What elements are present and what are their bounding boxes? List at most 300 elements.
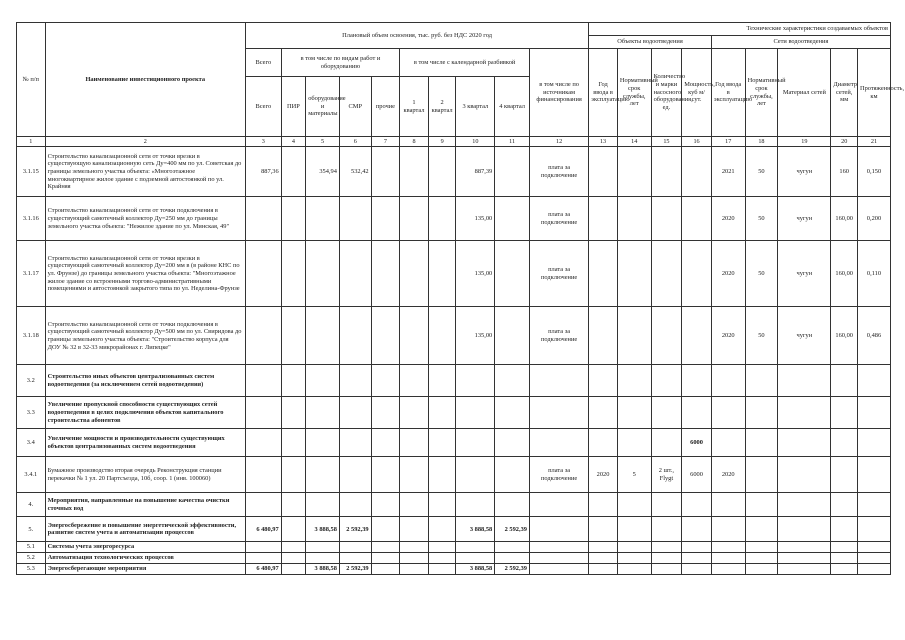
tech-cell <box>651 542 682 553</box>
tech-cell <box>682 563 712 574</box>
amount-cell <box>339 397 371 429</box>
tech-cell <box>589 429 618 457</box>
amount-cell <box>281 397 306 429</box>
amount-cell <box>306 241 340 307</box>
amount-cell: 6 480,97 <box>245 517 281 542</box>
amount-cell <box>306 365 340 397</box>
tech-cell <box>831 563 858 574</box>
tech-cell: 50 <box>745 241 778 307</box>
tech-cell <box>711 429 745 457</box>
tech-cell <box>682 307 712 365</box>
tech-cell <box>682 397 712 429</box>
tech-cell: 50 <box>745 197 778 241</box>
tech-cell <box>711 397 745 429</box>
project-name: Увеличение пропускной способности существующих сетей водоотведения в целях подключения объектов капитального строительства абонентов <box>45 397 245 429</box>
amount-cell <box>281 553 306 564</box>
tech-cell <box>745 365 778 397</box>
amount-cell <box>400 493 429 517</box>
amount-cell <box>400 397 429 429</box>
tech-cell <box>617 241 651 307</box>
header-smr: СМР <box>339 77 371 137</box>
tech-cell <box>589 542 618 553</box>
amount-cell <box>428 197 456 241</box>
header-by-works: в том числе по видам работ и оборудованию <box>281 49 400 77</box>
tech-cell: 6000 <box>682 429 712 457</box>
row-number: 3.1.17 <box>17 241 46 307</box>
column-number: 8 <box>400 137 429 147</box>
tech-cell <box>831 493 858 517</box>
table-row <box>17 197 891 241</box>
tech-cell <box>857 429 890 457</box>
amount-cell: 887,39 <box>456 147 495 197</box>
tech-cell: 6000 <box>682 457 712 493</box>
amount-cell: 135,00 <box>456 197 495 241</box>
tech-cell <box>831 429 858 457</box>
amount-cell <box>281 457 306 493</box>
tech-cell <box>617 517 651 542</box>
tech-cell <box>589 397 618 429</box>
amount-cell <box>400 307 429 365</box>
tech-cell <box>857 397 890 429</box>
tech-cell <box>617 429 651 457</box>
header-other: прочие <box>371 77 400 137</box>
row-number: 5.3 <box>17 563 46 574</box>
tech-cell <box>831 553 858 564</box>
amount-cell <box>495 241 530 307</box>
tech-cell: 0,486 <box>857 307 890 365</box>
tech-cell: чугун <box>778 241 831 307</box>
amount-cell <box>371 563 400 574</box>
column-number: 19 <box>778 137 831 147</box>
column-number: 4 <box>281 137 306 147</box>
tech-cell <box>745 397 778 429</box>
tech-cell: 0,110 <box>857 241 890 307</box>
table-row <box>17 147 891 197</box>
table-row <box>17 397 891 429</box>
header-q4: 4 квартал <box>495 77 530 137</box>
amount-cell <box>371 553 400 564</box>
amount-cell <box>400 365 429 397</box>
amount-cell <box>371 307 400 365</box>
tech-cell: чугун <box>778 307 831 365</box>
amount-cell <box>428 553 456 564</box>
row-number: 3.1.18 <box>17 307 46 365</box>
amount-cell: 3 888,58 <box>306 517 340 542</box>
tech-cell <box>857 563 890 574</box>
amount-cell <box>371 493 400 517</box>
amount-cell <box>306 553 340 564</box>
tech-cell <box>682 241 712 307</box>
amount-cell <box>371 457 400 493</box>
tech-cell <box>617 307 651 365</box>
tech-cell <box>617 493 651 517</box>
amount-cell <box>339 197 371 241</box>
tech-cell <box>617 397 651 429</box>
tech-cell <box>711 553 745 564</box>
amount-cell <box>428 147 456 197</box>
amount-cell <box>281 429 306 457</box>
amount-cell <box>371 197 400 241</box>
tech-cell: 2020 <box>711 307 745 365</box>
amount-cell <box>456 365 495 397</box>
amount-cell: 3 888,58 <box>306 563 340 574</box>
amount-cell <box>495 147 530 197</box>
amount-cell <box>339 542 371 553</box>
project-name: Автоматизация технологических процессов <box>45 553 245 564</box>
amount-cell: 887,36 <box>245 147 281 197</box>
column-number: 14 <box>617 137 651 147</box>
tech-cell: 2020 <box>711 197 745 241</box>
project-name: Увеличение мощности и производительности существующих объектов централизованных систем водоотведения <box>45 429 245 457</box>
row-number: 4. <box>17 493 46 517</box>
amount-cell <box>306 397 340 429</box>
amount-cell <box>495 197 530 241</box>
amount-cell <box>400 517 429 542</box>
column-number: 12 <box>529 137 588 147</box>
amount-cell <box>495 429 530 457</box>
project-name: Строительство канализационной сети от точки подключения в существующий самотечный коллектор Ду=250 мм до границы земельного участка объекта: "Нежилое здание по ул. Минская, 49" <box>45 197 245 241</box>
row-number: 3.2 <box>17 365 46 397</box>
tech-cell: 50 <box>745 307 778 365</box>
amount-cell <box>281 365 306 397</box>
amount-cell <box>371 397 400 429</box>
column-number: 17 <box>711 137 745 147</box>
header-q3: 3 квартал <box>456 77 495 137</box>
header-total: Всего <box>245 49 281 77</box>
tech-cell: плата за подключение <box>529 457 588 493</box>
amount-cell <box>281 197 306 241</box>
amount-cell <box>400 542 429 553</box>
header-objects-group: Объекты водоотведения <box>589 36 712 49</box>
amount-cell <box>281 307 306 365</box>
column-number: 5 <box>306 137 340 147</box>
amount-cell <box>456 542 495 553</box>
tech-cell <box>778 553 831 564</box>
tech-cell <box>682 365 712 397</box>
amount-cell <box>281 542 306 553</box>
tech-cell: плата за подключение <box>529 197 588 241</box>
amount-cell <box>495 457 530 493</box>
amount-cell <box>400 563 429 574</box>
amount-cell <box>428 457 456 493</box>
tech-cell <box>711 365 745 397</box>
amount-cell <box>245 197 281 241</box>
header-obj-year: Год ввода в эксплуатацию <box>589 49 618 137</box>
amount-cell: 2 592,39 <box>495 563 530 574</box>
amount-cell <box>456 457 495 493</box>
amount-cell: 3 888,58 <box>456 517 495 542</box>
tech-cell <box>589 563 618 574</box>
tech-cell <box>651 365 682 397</box>
tech-cell <box>589 147 618 197</box>
tech-cell <box>651 397 682 429</box>
tech-cell <box>529 517 588 542</box>
amount-cell <box>245 307 281 365</box>
header-obj-norm: Нормативный срок службы, лет <box>617 49 651 137</box>
amount-cell <box>245 241 281 307</box>
amount-cell <box>245 429 281 457</box>
tech-cell <box>778 365 831 397</box>
amount-cell <box>456 553 495 564</box>
tech-cell <box>651 563 682 574</box>
header-obj-power: Мощность, куб м/сут. <box>682 49 712 137</box>
tech-cell: чугун <box>778 197 831 241</box>
tech-cell: 2 шт., Flygt <box>651 457 682 493</box>
amount-cell <box>339 307 371 365</box>
tech-cell: плата за подключение <box>529 241 588 307</box>
tech-cell <box>529 429 588 457</box>
tech-cell <box>529 365 588 397</box>
tech-cell <box>778 397 831 429</box>
tech-cell: 2020 <box>711 457 745 493</box>
tech-cell <box>529 397 588 429</box>
amount-cell <box>495 493 530 517</box>
amount-cell <box>245 365 281 397</box>
amount-cell <box>371 241 400 307</box>
header-name: Наименование инвестиционного проекта <box>45 23 245 137</box>
tech-cell: 0,150 <box>857 147 890 197</box>
header-q2: 2 квартал <box>428 77 456 137</box>
tech-cell <box>711 542 745 553</box>
amount-cell <box>428 307 456 365</box>
amount-cell: 3 888,58 <box>456 563 495 574</box>
header-total-2: Всего <box>245 77 281 137</box>
amount-cell: 2 592,39 <box>339 517 371 542</box>
amount-cell <box>371 147 400 197</box>
column-number: 18 <box>745 137 778 147</box>
amount-cell <box>428 493 456 517</box>
tech-cell <box>831 457 858 493</box>
header-tech-group: Технические характеристики создаваемых объектов <box>589 23 891 36</box>
project-name: Бумажное производство вторая очередь Реконструкция станции перекачки № 1 ул. 20 Партсъезда, 10б, соор. 1 (инв. 100060) <box>45 457 245 493</box>
column-number: 15 <box>651 137 682 147</box>
amount-cell <box>400 429 429 457</box>
tech-cell <box>857 365 890 397</box>
tech-cell <box>711 493 745 517</box>
column-number: 3 <box>245 137 281 147</box>
header-networks-group: Сети водоотведения <box>711 36 890 49</box>
amount-cell: 135,00 <box>456 307 495 365</box>
tech-cell <box>857 517 890 542</box>
amount-cell <box>339 457 371 493</box>
project-name: Мероприятия, направленные на повышение качества очистки сточных вод <box>45 493 245 517</box>
tech-cell <box>778 493 831 517</box>
amount-cell <box>495 307 530 365</box>
tech-cell: 160,00 <box>831 241 858 307</box>
amount-cell <box>428 397 456 429</box>
amount-cell <box>281 241 306 307</box>
table-row <box>17 493 891 517</box>
amount-cell <box>339 365 371 397</box>
column-number: 1 <box>17 137 46 147</box>
table-row <box>17 429 891 457</box>
column-number: 9 <box>428 137 456 147</box>
amount-cell <box>371 365 400 397</box>
tech-cell <box>617 563 651 574</box>
tech-cell <box>711 517 745 542</box>
tech-cell <box>589 241 618 307</box>
tech-cell <box>651 147 682 197</box>
tech-cell <box>682 493 712 517</box>
header-obj-count: Количество и марки насосного оборудования, ед. <box>651 49 682 137</box>
column-number: 13 <box>589 137 618 147</box>
tech-cell <box>682 517 712 542</box>
project-name: Энергосбережение и повышение энергетической эффективности, развитие систем учета и автоматизации процессов <box>45 517 245 542</box>
project-name: Строительство канализационной сети от точки подключения в существующий самотечный коллектор Ду=500 мм по ул. Свиридова до границы земельного участка объекта: "Строительство корпуса для ДОУ № 32 в 32-33 микрорайонах г. Липецке" <box>45 307 245 365</box>
tech-cell <box>857 542 890 553</box>
column-numbers-row <box>17 137 891 147</box>
tech-cell <box>745 542 778 553</box>
tech-cell <box>617 553 651 564</box>
tech-cell <box>682 197 712 241</box>
header-net-year: Год ввода в эксплуатацию <box>711 49 745 137</box>
tech-cell <box>778 542 831 553</box>
tech-cell <box>745 517 778 542</box>
tech-cell <box>857 493 890 517</box>
amount-cell: 2 592,39 <box>339 563 371 574</box>
amount-cell: 6 480,97 <box>245 563 281 574</box>
amount-cell <box>339 553 371 564</box>
amount-cell: 354,94 <box>306 147 340 197</box>
amount-cell <box>339 241 371 307</box>
amount-cell <box>306 429 340 457</box>
tech-cell: плата за подключение <box>529 147 588 197</box>
tech-cell <box>529 553 588 564</box>
column-number: 2 <box>45 137 245 147</box>
amount-cell <box>339 493 371 517</box>
tech-cell <box>589 493 618 517</box>
tech-cell <box>617 147 651 197</box>
amount-cell <box>306 307 340 365</box>
amount-cell: 532,42 <box>339 147 371 197</box>
header-net-diam: Диаметр сетей, мм <box>831 49 858 137</box>
header-net-length: Протяженность, км <box>857 49 890 137</box>
project-name: Системы учета энергоресурса <box>45 542 245 553</box>
tech-cell <box>617 542 651 553</box>
tech-cell <box>745 493 778 517</box>
tech-cell <box>651 429 682 457</box>
table-row <box>17 517 891 542</box>
tech-cell <box>682 542 712 553</box>
amount-cell <box>306 542 340 553</box>
header-net-norm: Нормативный срок службы, лет <box>745 49 778 137</box>
tech-cell <box>682 147 712 197</box>
amount-cell <box>245 542 281 553</box>
tech-cell <box>651 241 682 307</box>
table-row <box>17 563 891 574</box>
column-number: 6 <box>339 137 371 147</box>
amount-cell <box>339 429 371 457</box>
amount-cell <box>400 553 429 564</box>
amount-cell <box>495 397 530 429</box>
amount-cell <box>400 147 429 197</box>
tech-cell <box>778 457 831 493</box>
header-from-sources: в том числе по источникам финансирования <box>529 49 588 137</box>
table-row <box>17 457 891 493</box>
tech-cell <box>831 542 858 553</box>
tech-cell <box>529 542 588 553</box>
header-net-material: Материал сетей <box>778 49 831 137</box>
column-number: 20 <box>831 137 858 147</box>
project-name: Строительство канализационной сети от точки врезки в существующую канализационную сеть Ду=400 мм по ул. Советская до границы земельного участка объекта: «Многоэтажное многоквартирное жилое здание с подземной автостоянкой по ул. Крайняя <box>45 147 245 197</box>
amount-cell <box>245 493 281 517</box>
tech-cell <box>745 563 778 574</box>
tech-cell: 2021 <box>711 147 745 197</box>
amount-cell: 135,00 <box>456 241 495 307</box>
tech-cell <box>651 493 682 517</box>
tech-cell: чугун <box>778 147 831 197</box>
tech-cell <box>589 553 618 564</box>
tech-cell <box>651 197 682 241</box>
tech-cell <box>831 517 858 542</box>
tech-cell <box>831 365 858 397</box>
tech-cell <box>831 397 858 429</box>
amount-cell <box>306 457 340 493</box>
amount-cell <box>400 197 429 241</box>
column-number: 11 <box>495 137 530 147</box>
header-plan-group: Плановый объем освоения, тыс. руб. без НДС 2020 год <box>245 23 588 49</box>
header-no: № п/п <box>17 23 46 137</box>
amount-cell <box>245 397 281 429</box>
tech-cell <box>529 563 588 574</box>
project-name: Строительство канализационной сети от точки врезки в существующий самотечный коллектор Ду=200 мм в (в районе КНС по ул. Фрунзе) до границы земельного участка объекта: "Многоэтажное жилое здание со встроенными торгово-административными помещениями и автостоянкой закрытого типа по ул. Неделина-Фрунзе <box>45 241 245 307</box>
tech-cell <box>778 563 831 574</box>
amount-cell <box>306 197 340 241</box>
amount-cell: 2 592,39 <box>495 517 530 542</box>
tech-cell <box>682 553 712 564</box>
header-q1: 1 квартал <box>400 77 429 137</box>
tech-cell <box>529 493 588 517</box>
amount-cell <box>400 241 429 307</box>
amount-cell <box>495 553 530 564</box>
tech-cell: 2020 <box>589 457 618 493</box>
tech-cell: плата за подключение <box>529 307 588 365</box>
row-number: 5.2 <box>17 553 46 564</box>
amount-cell <box>428 429 456 457</box>
table-row <box>17 365 891 397</box>
tech-cell <box>778 517 831 542</box>
amount-cell <box>245 457 281 493</box>
column-number: 10 <box>456 137 495 147</box>
tech-cell: 160,00 <box>831 307 858 365</box>
table-row <box>17 542 891 553</box>
row-number: 3.4.1 <box>17 457 46 493</box>
tech-cell: 160,00 <box>831 197 858 241</box>
column-number: 21 <box>857 137 890 147</box>
tech-cell: 0,200 <box>857 197 890 241</box>
row-number: 3.1.16 <box>17 197 46 241</box>
tech-cell <box>857 553 890 564</box>
amount-cell <box>495 542 530 553</box>
tech-cell: 160 <box>831 147 858 197</box>
amount-cell <box>428 365 456 397</box>
amount-cell <box>306 493 340 517</box>
tech-cell <box>589 307 618 365</box>
amount-cell <box>456 397 495 429</box>
row-number: 3.1.15 <box>17 147 46 197</box>
amount-cell <box>281 517 306 542</box>
amount-cell <box>281 147 306 197</box>
amount-cell <box>428 241 456 307</box>
amount-cell <box>371 429 400 457</box>
tech-cell: 5 <box>617 457 651 493</box>
tech-cell <box>857 457 890 493</box>
tech-cell: 2020 <box>711 241 745 307</box>
table-body <box>17 147 891 574</box>
row-number: 3.3 <box>17 397 46 429</box>
amount-cell <box>456 493 495 517</box>
amount-cell <box>495 365 530 397</box>
